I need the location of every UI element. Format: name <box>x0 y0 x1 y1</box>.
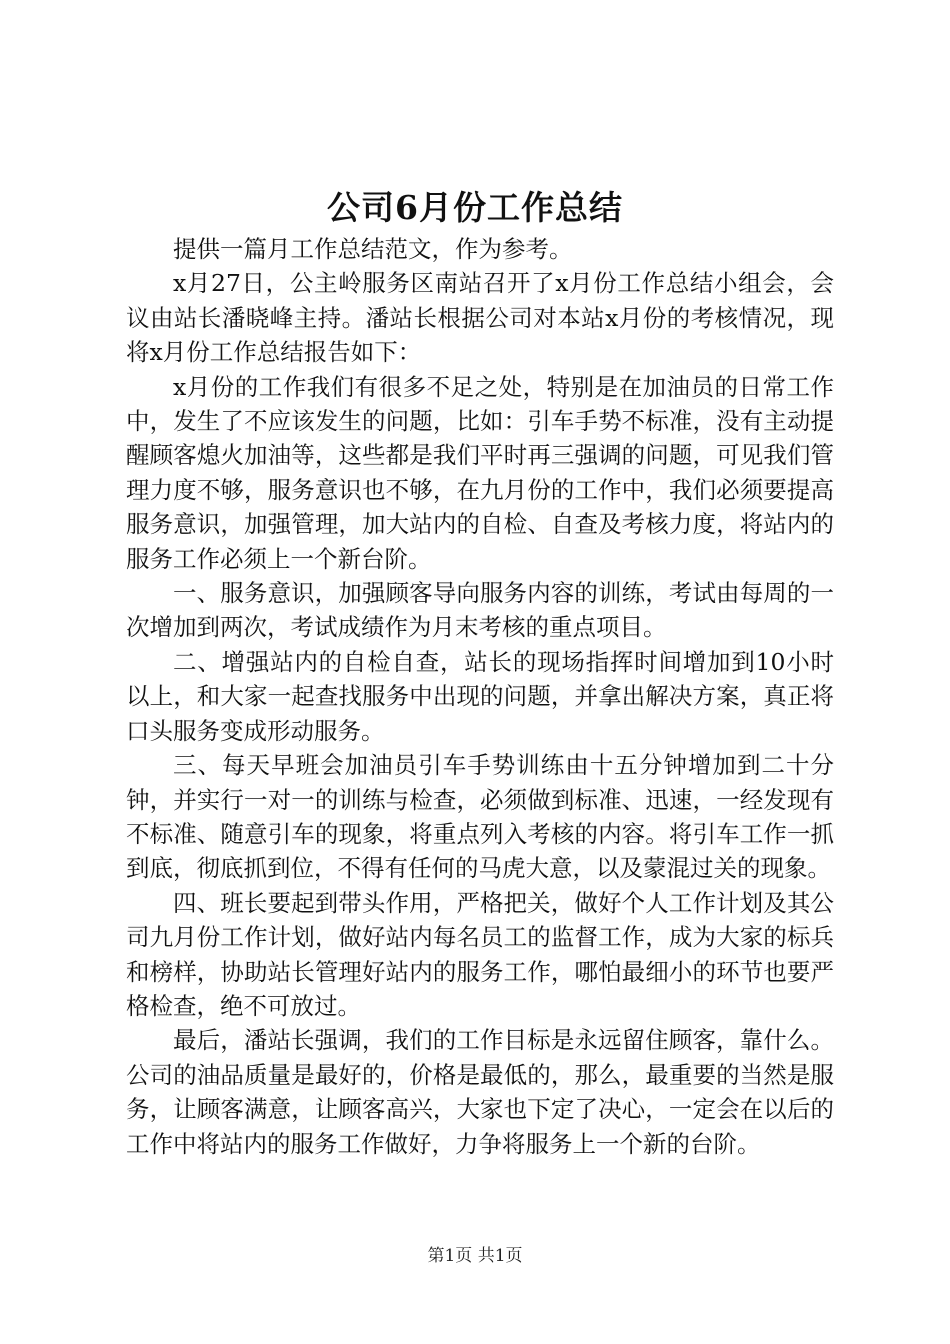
document-body <box>126 232 834 1161</box>
paragraph-meeting: x月27日，公主岭服务区南站召开了x月份工作总结小组会，会议由站长潘晓峰主持。潘站长根据公司对本站x月份的考核情况，现将x月份工作总结报告如下： <box>126 269 834 367</box>
paragraph-item-1: 一、服务意识，加强顾客导向服务内容的训练，考试由每周的一次增加到两次，考试成绩作为月末考核的重点项目。 <box>126 579 834 642</box>
paragraph-item-2: 二、增强站内的自检自查，站长的现场指挥时间增加到10小时以上，和大家一起查找服务中出现的问题，并拿出解决方案，真正将口头服务变成形动服务。 <box>126 647 834 745</box>
paragraph-intro: 提供一篇月工作总结范文，作为参考。 <box>173 235 573 263</box>
paragraph-item-4: 四、班长要起到带头作用，严格把关，做好个人工作计划及其公司九月份工作计划，做好站内每名员工的监督工作，成为大家的标兵和榜样，协助站长管理好站内的服务工作，哪怕最细小的环节也要严格检查，绝不可放过。 <box>126 888 834 1020</box>
paragraph-shortcomings: x月份的工作我们有很多不足之处，特别是在加油员的日常工作中，发生了不应该发生的问题，比如：引车手势不标准，没有主动提醒顾客熄火加油等，这些都是我们平时再三强调的问题，可见我们管理力度不够，服务意识也不够，在九月份的工作中，我们必须要提高服务意识，加强管理，加大站内的自检、自查及考核力度，将站内的服务工作必须上一个新台阶。 <box>126 372 834 573</box>
paragraph-item-3: 三、每天早班会加油员引车手势训练由十五分钟增加到二十分钟，并实行一对一的训练与检查，必须做到标准、迅速，一经发现有不标准、随意引车的现象，将重点列入考核的内容。将引车工作一抓到底，彻底抓到位，不得有任何的马虎大意，以及蒙混过关的现象。 <box>126 751 834 883</box>
document-title: 公司6月份工作总结 <box>327 188 623 227</box>
paragraph-conclusion: 最后，潘站长强调，我们的工作目标是永远留住顾客，靠什么。公司的油品质量是最好的，价格是最低的，那么，最重要的当然是服务，让顾客满意，让顾客高兴，大家也下定了决心，一定会在以后的工作中将站内的服务工作做好，力争将服务上一个新的台阶。 <box>126 1026 834 1158</box>
page-number-footer: 第1页 共1页 <box>427 1246 523 1266</box>
